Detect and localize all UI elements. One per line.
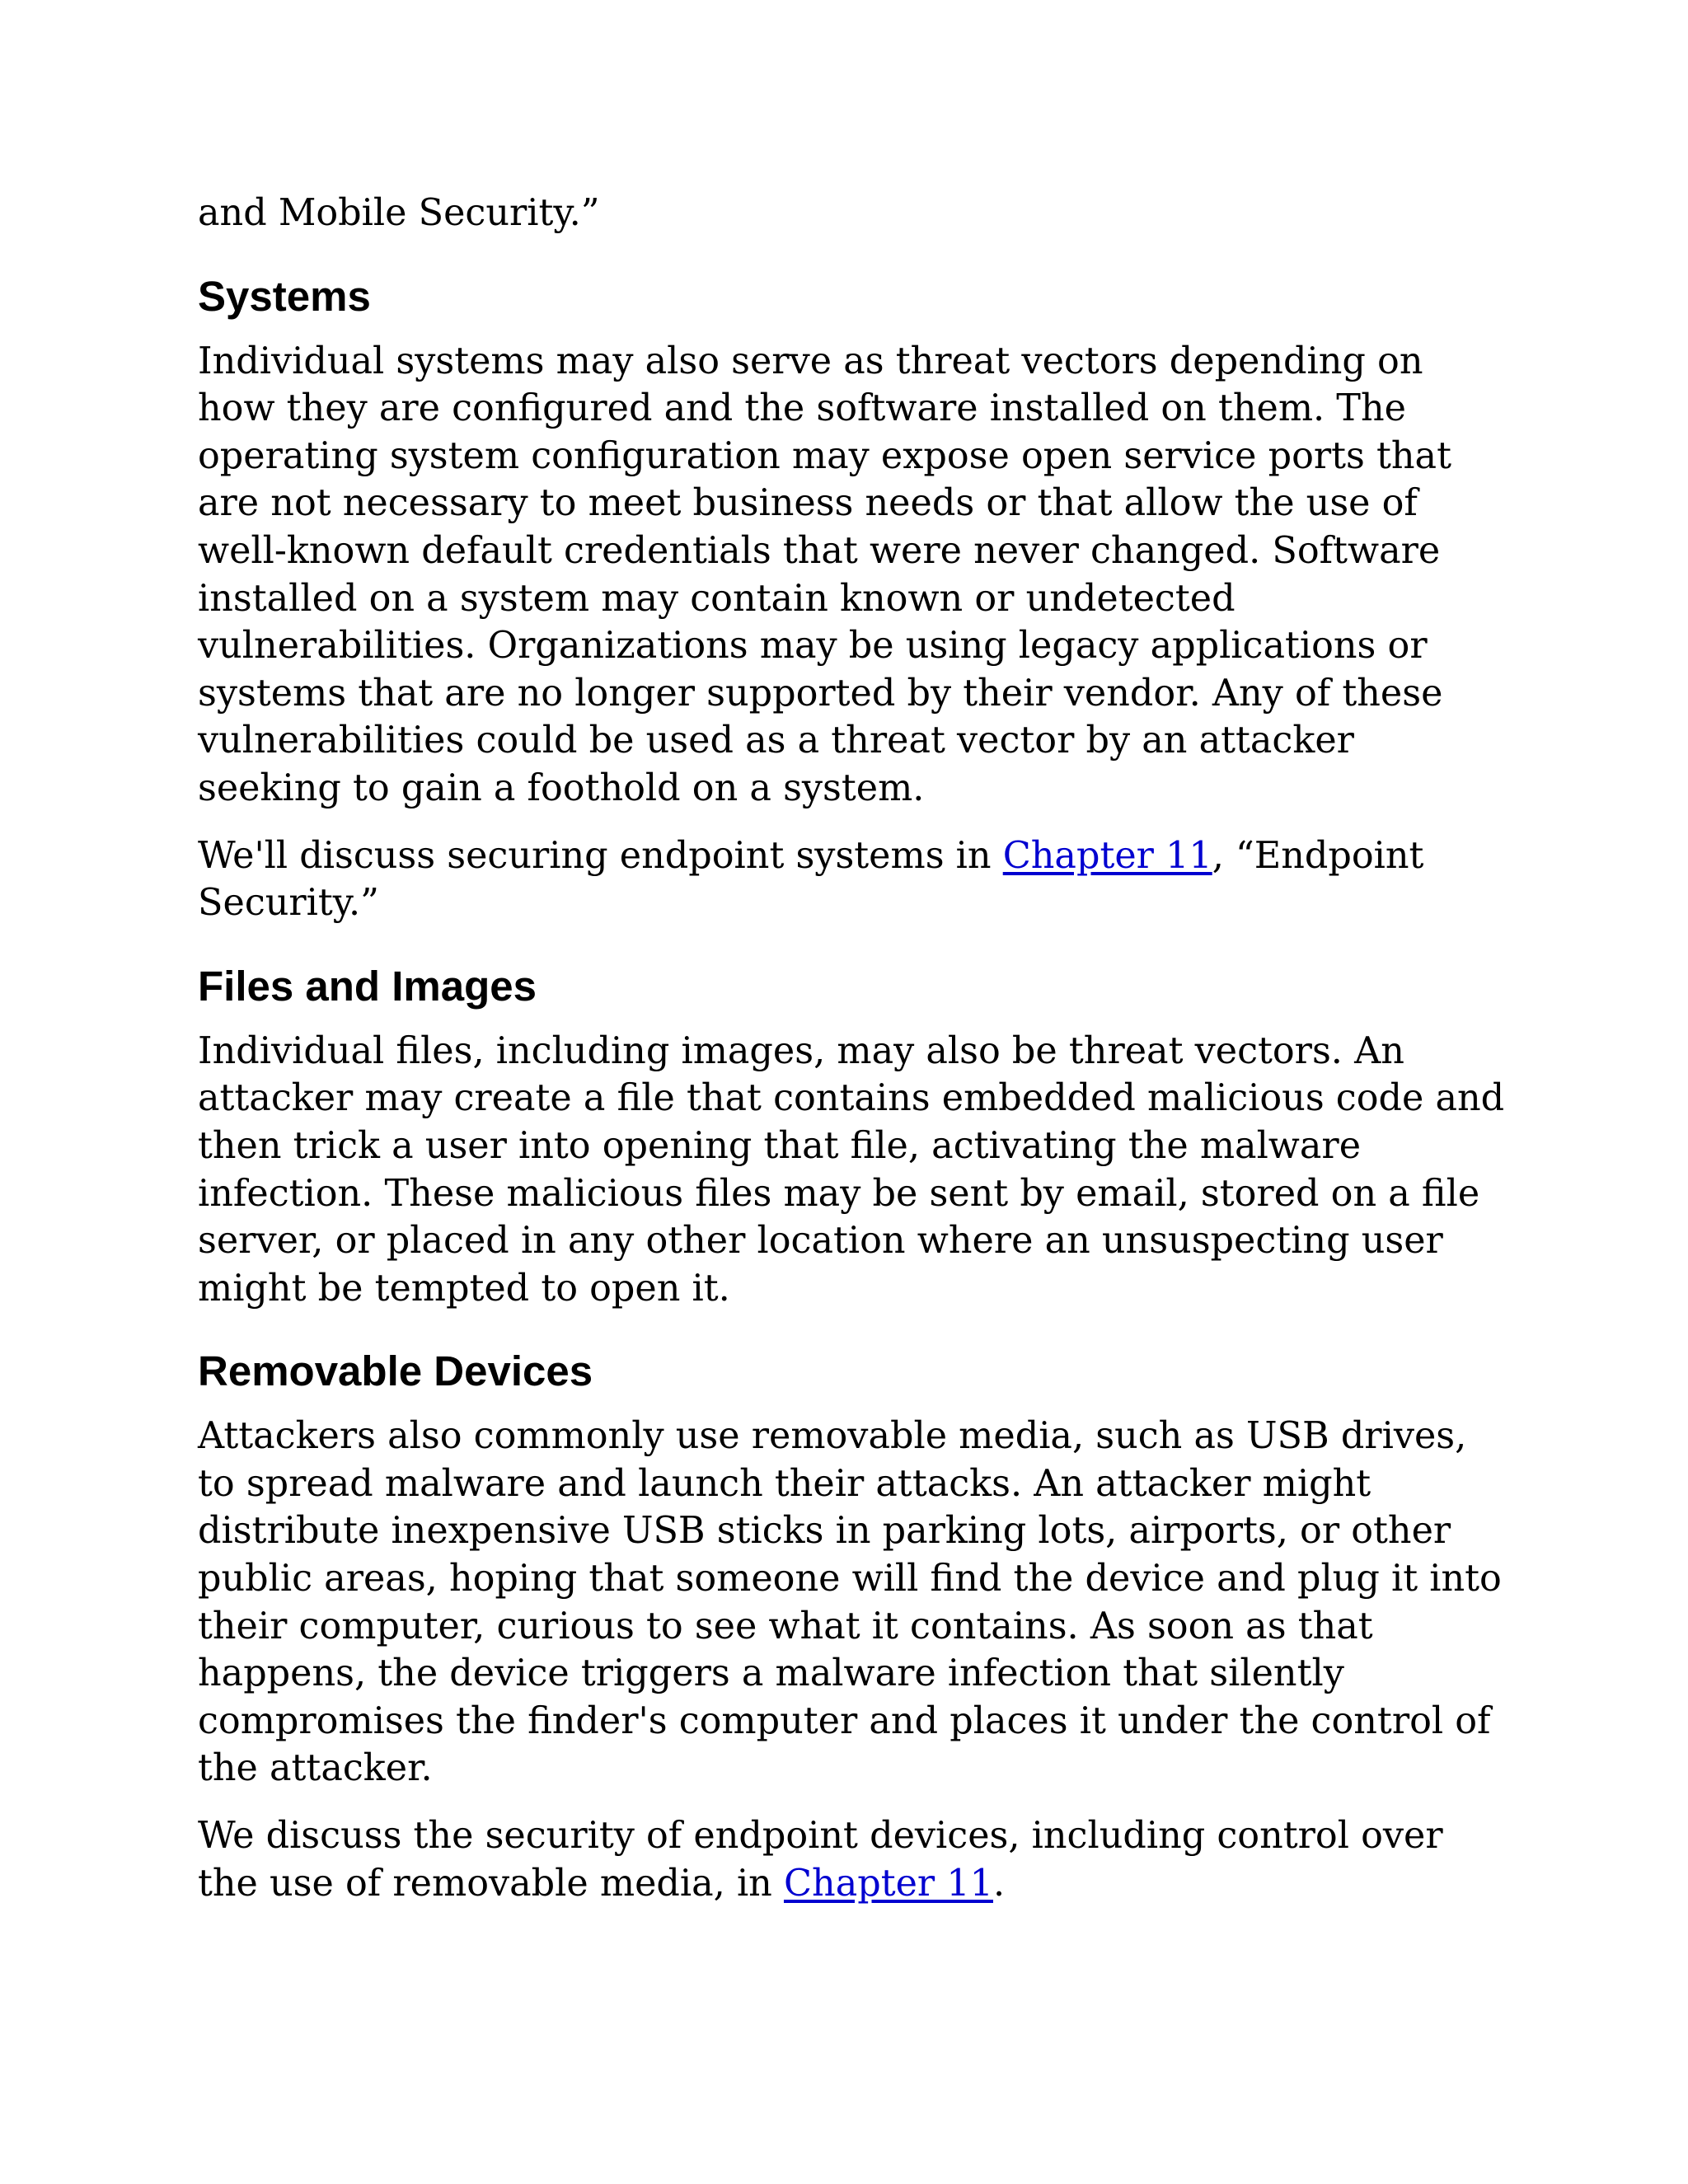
document-page bbox=[198, 190, 1508, 1907]
section-heading-systems: Systems bbox=[198, 272, 371, 320]
systems-paragraph-2 bbox=[198, 832, 1508, 927]
systems-p2-text-after: , “Endpoint Security.” bbox=[198, 834, 1424, 925]
removable-p2-text-before: We discuss the security of endpoint devices, including control over the use of removable media, in bbox=[198, 1815, 1443, 1905]
chapter-11-link[interactable]: Chapter 11 bbox=[783, 1862, 993, 1905]
continuation-paragraph: and Mobile Security.” bbox=[198, 192, 600, 234]
removable-paragraph-2 bbox=[198, 1812, 1508, 1907]
files-paragraph-1: Individual files, including images, may also be threat vectors. An attacker may create a file that contains embedded malicious code and then trick a user into opening that file, activating the malware infection. These malicious files may be sent by email, stored on a file server, or placed in any other location where an unsuspecting user might be tempted to open it. bbox=[198, 1029, 1505, 1310]
chapter-11-link[interactable]: Chapter 11 bbox=[1002, 834, 1212, 877]
section-heading-removable-devices: Removable Devices bbox=[198, 1347, 593, 1395]
systems-p2-text-before: We'll discuss securing endpoint systems in bbox=[198, 834, 1003, 877]
systems-paragraph-1: Individual systems may also serve as threat vectors depending on how they are configured and the software installed on them. The operating system configuration may expose open service ports that are not necessary to meet business needs or that allow the use of well-known default credentials that were never changed. Software installed on a system may contain known or undetected vulnerabilities. Organizations may be using legacy applications or systems that are no longer supported by their vendor. Any of these vulnerabilities could be used as a threat vector by an attacker seeking to gain a foothold on a system. bbox=[198, 340, 1451, 809]
removable-paragraph-1: Attackers also commonly use removable media, such as USB drives, to spread malware and launch their attacks. An attacker might distribute inexpensive USB sticks in parking lots, airports, or other public areas, hoping that someone will find the device and plug it into their computer, curious to see what it contains. As soon as that happens, the device triggers a malware infection that silently compromises the finder's computer and places it under the control of the attacker. bbox=[198, 1415, 1502, 1790]
section-heading-files-and-images: Files and Images bbox=[198, 962, 537, 1010]
removable-p2-text-after: . bbox=[992, 1862, 1006, 1905]
